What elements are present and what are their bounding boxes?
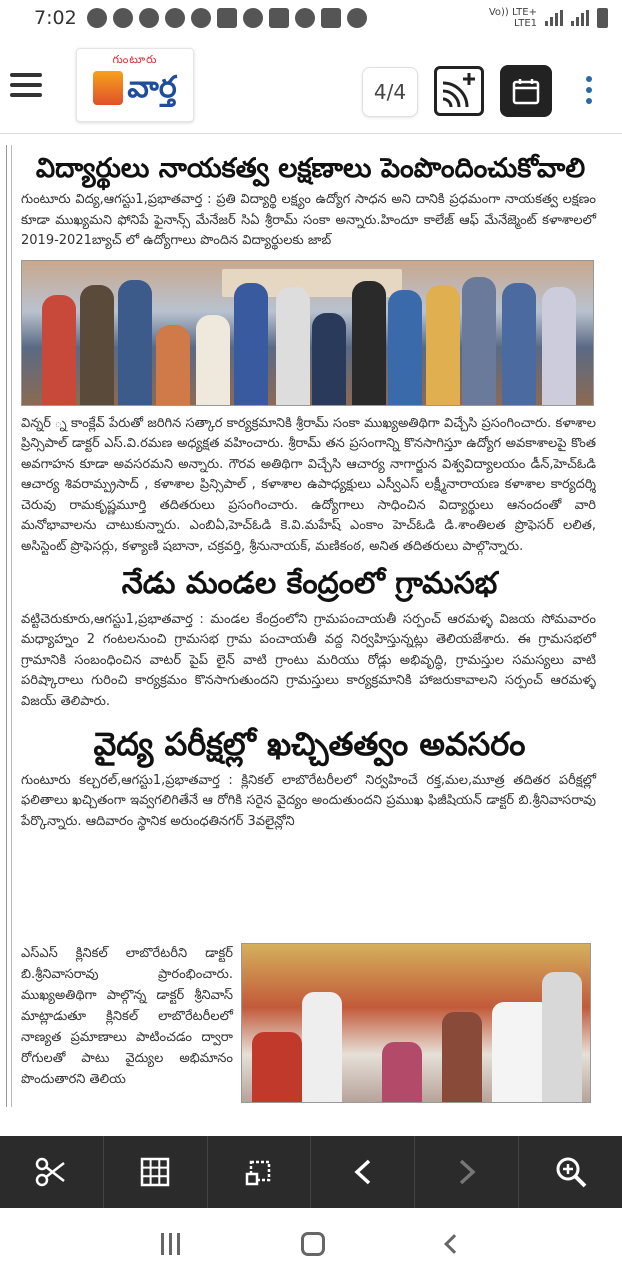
logo-word: వార్త <box>127 70 177 105</box>
back-icon[interactable] <box>444 1234 464 1254</box>
system-nav-bar <box>0 1208 622 1280</box>
signal-icon <box>571 10 589 26</box>
article-body: ఎస్ఎస్ క్లినికల్ లాబొరేటరీని డాక్టర్ బి.శ్రీనివాసరావు ప్రారంభించారు. ముఖ్యఅతిథిగా పాల్గొన్న డాక్టర్ శ్రీనివాస్ మాట్లాడుతూ క్లినికల్ లాబొరేటరీలలో నాణ్యత ప్రమాణాలు పాటించడం ద్వారా రోగులతో పాటు వైద్యుల అభిమానం పొందుతారని తెలియ <box>21 946 233 1087</box>
logo[interactable] <box>76 48 194 122</box>
app-icon <box>165 8 185 28</box>
grid-icon[interactable] <box>104 1136 208 1208</box>
whatsapp-icon <box>87 8 107 28</box>
status-time: 7:02 <box>34 7 77 29</box>
crop-icon[interactable] <box>208 1136 312 1208</box>
logo-emblem <box>93 71 123 105</box>
checkbox-icon <box>269 8 289 28</box>
article-photo <box>21 260 594 406</box>
app-icon <box>243 8 263 28</box>
article-body: గుంటూరు విద్య,ఆగస్టు1,ప్రభాతవార్త : ప్రతి విద్యార్థి లక్ష్యం ఉద్యోగ సాధన అని దానికి ప్రధమంగా నాయకత్వ లక్షణం కూడా ముఖ్యమని ఫోనిపే ఫైనాన్స్ మేనేజర్ సిఏ శ్రీరామ్ సంకా అన్నారు.హిందూ కాలేజ్ ఆఫ్ మేనేజ్మెంట్ కళాశాలలో 2019-2021బ్యాచ్ లో ఉద్యోగాలు పొందిన విద్యార్థులకు జాబ్ <box>21 192 596 249</box>
signal-icon <box>545 10 563 26</box>
app-icon <box>191 8 211 28</box>
gallery-icon <box>321 8 341 28</box>
article-photo <box>241 943 591 1103</box>
app-header <box>0 36 622 134</box>
article-body: గుంటూరు కల్చరల్,ఆగస్టు1,ప్రభాతవార్త : క్లినికల్ లాబొరేటరీలలో నిర్వహించే రక్త,మల,మూత్ర తదితర పరీక్షల్లో ఫలితాలు ఖచ్చితంగా ఇవ్వగలిగితేనే ఆ రోగికి సరైన వైద్యం అందుతుందని ప్రముఖ ఫిజీషియన్ డాక్టర్ బి.శ్రీనివాసరావు పేర్కొన్నారు. ఆదివారం స్థానిక అరుంధతినగర్ 3వలైన్లోని <box>21 772 596 829</box>
whatsapp-icon <box>295 8 315 28</box>
chevron-right-icon[interactable] <box>415 1136 519 1208</box>
menu-icon[interactable] <box>10 73 42 97</box>
article-body: వట్టిచెరుకూరు,ఆగస్టు1,ప్రభాతవార్త : మండల కేంద్రంలోని గ్రామపంచాయతీ సర్పంచ్ ఆరమళ్ళ విజయ సోమవారం మధ్యాహ్నం 2 గంటలనుంచి గ్రామసభ గ్రామ పంచాయతీ వద్ద నిర్వహిస్తున్నట్లు తెలియజేశారు. ఈ గ్రామసభలో గ్రామానికి సంబంధించిన వాటర్ పైప్ లైన్ వాటి గ్రాంటు మరియు రోడ్లు అభివృద్ధి, గ్రామస్తుల సమస్యలు వాటి పరిష్కారాలు గురించి కార్యక్రమం కొనసాగుతుందని గ్రామస్తులు కార్యక్రమానికి హాజరుకావాలని సర్పంచ్ ఆరమళ్ళ విజయ్ తెలిపారు. <box>21 611 596 709</box>
viewer-toolbar <box>0 1136 622 1208</box>
chevron-left-icon[interactable] <box>311 1136 415 1208</box>
battery-icon <box>597 8 608 28</box>
scissors-icon[interactable] <box>0 1136 104 1208</box>
article-body: విన్నర్ ్న కాంక్లేవ్ పేరుతో జరిగిన సత్కార కార్యక్రమానికి శ్రీరామ్ సంకా ముఖ్యఅతిథిగా విచ్చేసి ప్రసంగించారు. కళాశాల ప్రిన్సిపాల్ డాక్టర్ ఎస్.వి.రమణ అధ్యక్షత వహించారు. శ్రీరామ్ తన ప్రసంగాన్ని కొనసాగిస్తూ ఉద్యోగ అవకాశాలపై కొంత అవగాహన కూడా అవసరమని అన్నారు. గౌరవ అతిథిగా విచ్చేసి ఆచార్య నాగార్జున విశ్వవిద్యాలయం డీన్,హెచ్ఓడి ఆచార్య శివరామ్ప్రసాద్ , కళాశాల ప్రిన్సిపాల్ , కళాశాల ఉపాధ్యక్షులు ఎస్వీఎస్ లక్ష్మీనారాయణ కళాశాల కార్యదర్శి చెరువు రామకృష్ణమూర్తి తదితరులు ప్రసంగించారు. ఉద్యోగాలు సాధించిన విద్యార్థులు ఆనందంతో వారి మనోభావాలను చాటుకున్నారు. ఎంబిఏ,హెచ్ఓడి కె.వి.మహేష్ ఎంకాం హెచ్ఓడి డి.శాంతిలత ప్రొఫెసర్ లలిత, అసిస్టెంట్ ప్రొఫెసర్లు, కళ్యాణి షబానా, చక్రవర్తి, శ్రీనునాయక్, మణికంఠ, అనిత తదితరులు పాల్గొన్నారు. <box>21 415 596 554</box>
logo-top-text: గుంటూరు <box>112 53 158 66</box>
article-headline: నేడు మండల కేంద్రంలో గ్రామసభ <box>121 566 498 602</box>
status-right <box>489 7 608 29</box>
zoom-in-icon[interactable] <box>519 1136 622 1208</box>
status-bar <box>0 0 622 36</box>
recent-apps-icon[interactable] <box>161 1233 180 1255</box>
youtube-icon <box>217 8 237 28</box>
article-headline: వైద్య పరీక్షల్లో ఖచ్చితత్వం అవసరం <box>93 725 526 764</box>
whatsapp-icon <box>139 8 159 28</box>
epaper-page[interactable] <box>6 145 608 1107</box>
network-label-2: LTE1 <box>514 18 537 29</box>
page-indicator[interactable]: 4/4 <box>362 67 418 117</box>
home-icon[interactable] <box>301 1232 325 1256</box>
calendar-icon[interactable] <box>500 65 552 117</box>
cloud-icon <box>347 8 367 28</box>
notification-icons <box>87 8 367 28</box>
network-label: Vo)) LTE+ <box>488 7 537 18</box>
settings-icon <box>113 8 133 28</box>
more-options-icon[interactable] <box>586 76 592 104</box>
rss-icon[interactable] <box>434 66 484 116</box>
article-headline: విద్యార్థులు నాయకత్వ లక్షణాలు పెంపొందించుకోవాలి <box>35 153 586 184</box>
